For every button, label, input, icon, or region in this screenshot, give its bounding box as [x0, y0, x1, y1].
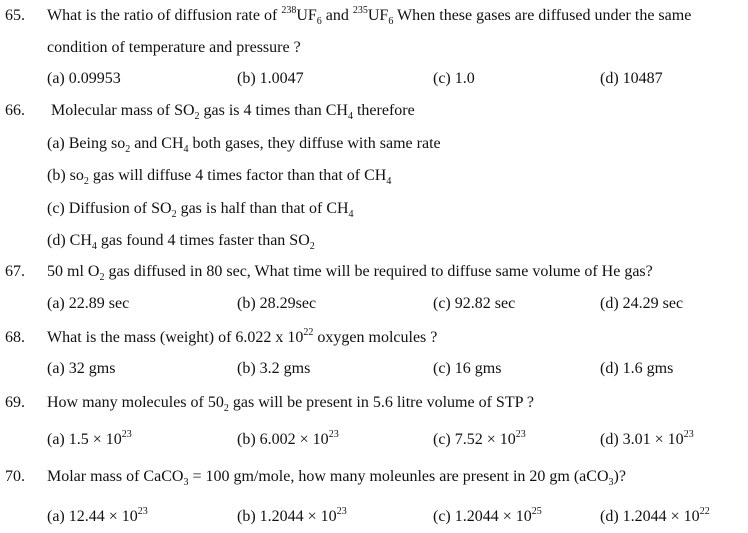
option-c[interactable]: (c) 92.82 sec	[433, 295, 516, 312]
question-stem: 50 ml $O_2$ gas diffused in 80 sec, What time will be required to diffuse same volume of He gas?	[47, 263, 653, 283]
option-d[interactable]: (d) $3.01 \times 10^{23}$	[600, 429, 694, 448]
option-d[interactable]: (d) $1.2044 \times 10^{22}$	[600, 506, 710, 525]
option-b[interactable]: (b) 28.29sec	[237, 295, 317, 312]
option-b[interactable]: (b) $so_2$ gas will diffuse 4 times factor than that of $CH_4$	[47, 167, 392, 187]
question-stem: How many molecules of $50_2$ gas will be present in 5.6 litre volume of STP ?	[47, 394, 534, 414]
option-b[interactable]: (b) $1.2044 \times 10^{23}$	[237, 506, 347, 525]
option-a[interactable]: (a) $12.44 \times 10^{23}$	[47, 506, 148, 525]
question-number: 69.	[5, 394, 25, 411]
option-d[interactable]: (d) 24.29 sec	[600, 295, 684, 312]
option-b[interactable]: (b) $6.002 \times 10^{23}$	[237, 429, 339, 448]
option-b[interactable]: (b) 3.2 gms	[237, 360, 311, 377]
question-number: 70.	[5, 468, 25, 485]
question-number: 68.	[5, 329, 25, 346]
option-a[interactable]: (a) Being $so_2$ and $CH_4$ both gases, they diffuse with same rate	[47, 135, 441, 155]
option-c[interactable]: (c) 1.0	[433, 70, 475, 87]
option-a[interactable]: (a) 22.89 sec	[47, 295, 130, 312]
question-stem: What is the ratio of diffusion rate of $^{238}UF_6$ and $^{235}UF_6$ When these gases are diffused under the same	[47, 5, 692, 27]
option-c[interactable]: (c) $7.52 \times 10^{23}$	[433, 429, 526, 448]
question-stem-continued: condition of temperature and pressure ?	[47, 39, 301, 56]
question-number: 66.	[5, 102, 25, 119]
option-c[interactable]: (c) $1.2044 \times 10^{25}$	[433, 506, 542, 525]
option-c[interactable]: (c) Diffusion of $SO_2$ gas is half than that of $CH_4$	[47, 200, 354, 220]
question-stem: Molecular mass of $SO_2$ gas is 4 times than $CH_4$ therefore	[51, 102, 415, 122]
question-stem: Molar mass of CaCO$_3$ = 100 gm/mole, how many moleunles are present in 20 gm (aCO$_3$)?	[47, 468, 626, 488]
option-d[interactable]: (d) 1.6 gms	[600, 360, 674, 377]
question-number: 65.	[5, 7, 25, 24]
option-a[interactable]: (a) $1.5 \times 10^{23}$	[47, 429, 132, 448]
option-a[interactable]: (a) 0.09953	[47, 70, 121, 87]
option-b[interactable]: (b) 1.0047	[237, 70, 304, 87]
option-c[interactable]: (c) 16 gms	[433, 360, 502, 377]
option-d[interactable]: (d) 10487	[600, 70, 663, 87]
question-number: 67.	[5, 263, 25, 280]
option-d[interactable]: (d) $CH_4$ gas found 4 times faster than $SO_2$	[47, 232, 315, 252]
option-a[interactable]: (a) 32 gms	[47, 360, 116, 377]
question-stem: What is the mass (weight) of 6.022 x $10^{22}$ oxygen molcules ?	[47, 327, 438, 346]
